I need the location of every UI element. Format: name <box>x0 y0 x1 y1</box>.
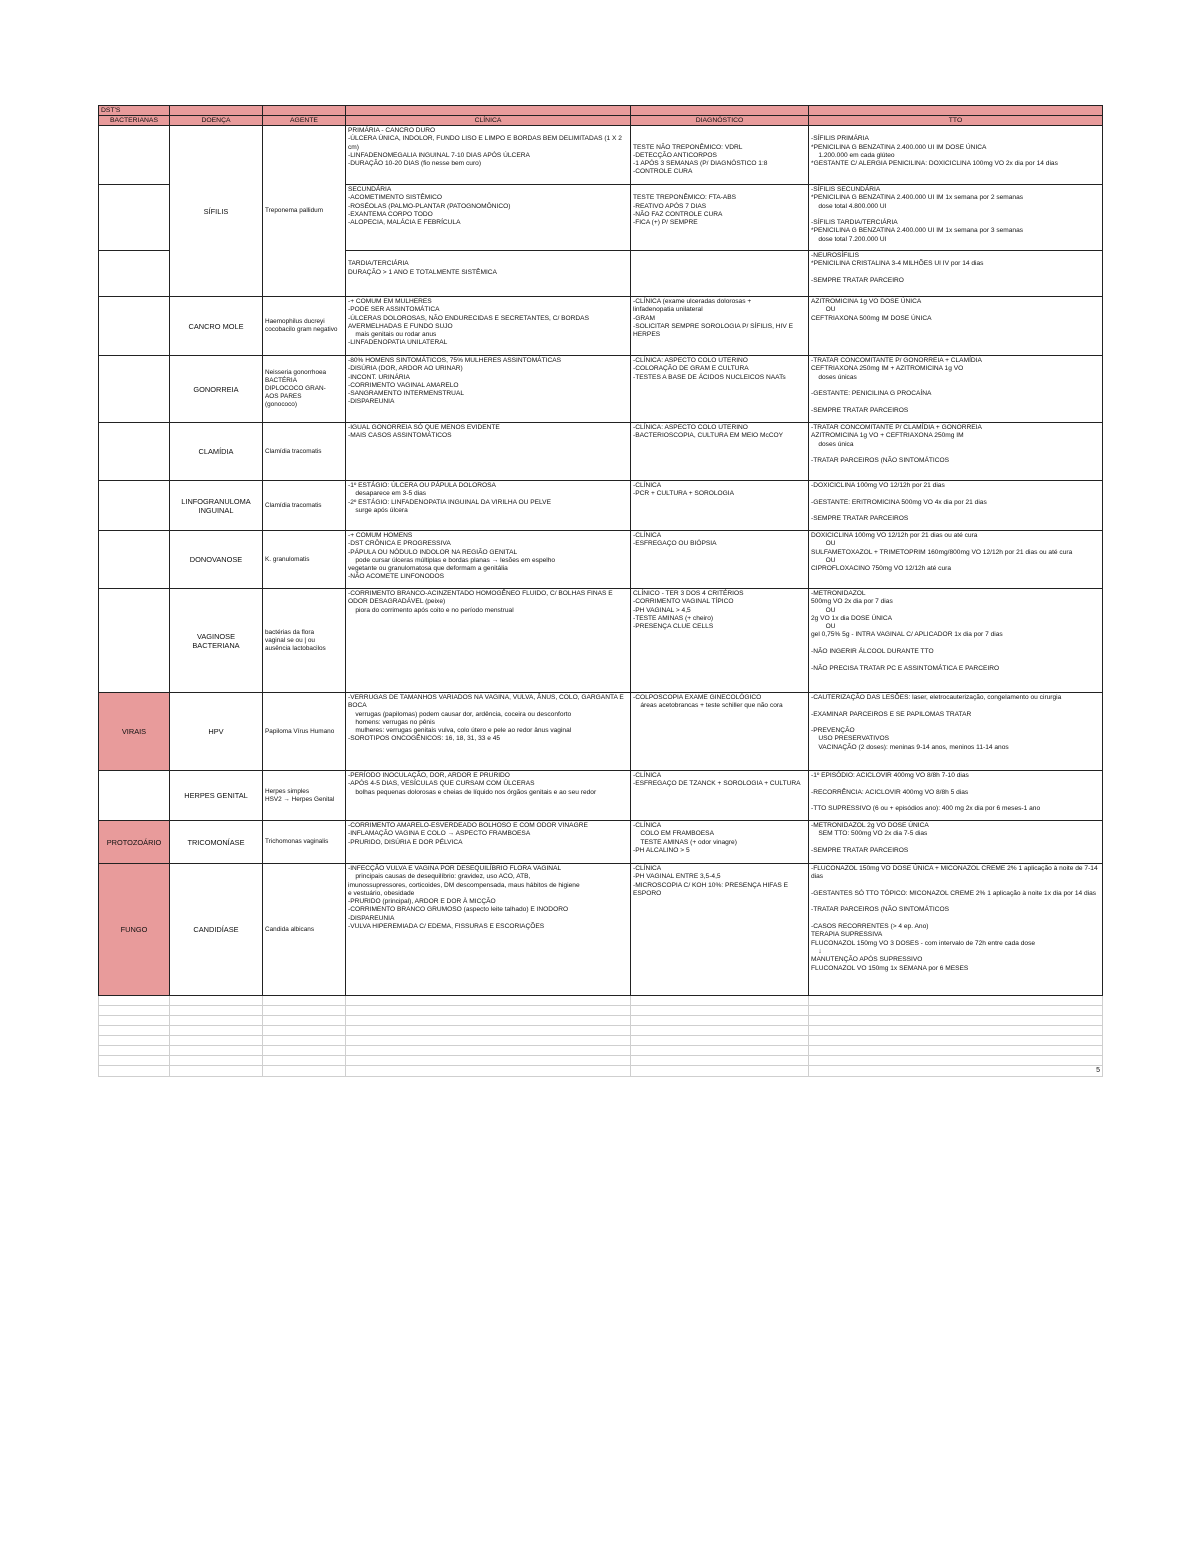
clinical-cell: -PERÍODO INOCULAÇÃO, DOR, ARDOR E PRURIDO -APÓS 4-5 DIAS, VESÍCULAS QUE CURSAM COM ÚLCERAS bolhas pequenas dolorosas e cheias de líquido nos órgãos genitais e ao seu redor <box>346 771 631 821</box>
diagnosis-cell: -CLÍNICA -ESFREGAÇO DE TZANCK + SOROLOGIA + CULTURA <box>631 771 809 821</box>
agent-name: bactérias da flora vaginal se ou | ou ausência lactobacilos <box>263 589 346 693</box>
table-row <box>99 297 1103 356</box>
agent-name: Clamídia tracomatis <box>263 423 346 481</box>
disease-name: VAGINOSE BACTERIANA <box>170 589 263 693</box>
treatment-cell: -METRONIDAZOL 2g VO DOSE ÚNICA SEM TTO: 500mg VO 2x dia 7-5 dias -SEMPRE TRATAR PARCEIROS <box>809 821 1103 864</box>
empty-row <box>99 996 1103 1006</box>
agent-name: Candida albicans <box>263 864 346 996</box>
empty-row <box>99 1016 1103 1026</box>
table-title: DST'S <box>99 106 170 116</box>
page-number: 5 <box>1096 1067 1100 1074</box>
agent-name: Clamídia tracomatis <box>263 481 346 531</box>
treatment-cell: DOXICICLINA 100mg VO 12/12h por 21 dias ou até cura OU SULFAMETOXAZOL + TRIMETOPRIM 160mg/800mg VO 12/12h por 21 dias ou até cura OU CIPROFLOXACINO 750mg VO 12/12h até cura <box>809 531 1103 589</box>
empty-row <box>99 1056 1103 1066</box>
diagnosis-cell: -CLÍNICA -ESFREGAÇO OU BIÓPSIA <box>631 531 809 589</box>
clinical-cell: -VERRUGAS DE TAMANHOS VARIADOS NA VAGINA, VULVA, ÂNUS, COLO, GARGANTA E BOCA verrugas (papilomas) podem causar dor, ardência, coceira ou desconforto homens: verrugas no pênis mulheres: verrugas genitais vulva, colo útero e pele ao redor ânus vaginal -SOROTIPOS ONCOGÊNICOS: 16, 18, 31, 33 e 45 <box>346 693 631 771</box>
agent-name: Herpes simples HSV2 → Herpes Genital <box>263 771 346 821</box>
treatment-cell: -SÍFILIS SECUNDÁRIA *PENICILINA G BENZATINA 2.400.000 UI IM 1x semana por 2 semanas dose total 4.800.000 UI -SÍFILIS TARDIA/TERCIÁRIA *PENICILINA G BENZATINA 2.400.000 UI IM 1x semana por 3 semanas dose total 7.200.000 UI <box>809 185 1103 251</box>
empty-row <box>99 1006 1103 1016</box>
table-row <box>99 821 1103 864</box>
agent-name: Neisseria gonorrhoea BACTÉRIA DIPLOCOCO GRAN- AOS PARES (gonococo) <box>263 356 346 423</box>
table-row <box>99 481 1103 531</box>
disease-name: TRICOMONÍASE <box>170 821 263 864</box>
header-disease: DOENÇA <box>170 116 263 126</box>
disease-name: LINFOGRANULOMA INGUINAL <box>170 481 263 531</box>
clinical-cell: -IGUAL GONORREIA SÓ QUE MENOS EVIDENTE -MAIS CASOS ASSINTOMÁTICOS <box>346 423 631 481</box>
table-row <box>99 693 1103 771</box>
header-treatment: TTO <box>809 116 1103 126</box>
table-row <box>99 864 1103 996</box>
diagnosis-cell: -CLÍNICA -PCR + CULTURA + SOROLOGIA <box>631 481 809 531</box>
category-protozoan: PROTOZOÁRIO <box>99 821 170 864</box>
disease-name: SÍFILIS <box>170 126 263 297</box>
std-table <box>98 105 1103 1077</box>
diagnosis-cell: -COLPOSCOPIA EXAME GINECOLÓGICO áreas acetobrancas + teste schiller que não cora <box>631 693 809 771</box>
clinical-cell: TARDIA/TERCIÁRIA DURAÇÃO > 1 ANO E TOTALMENTE SISTÊMICA <box>346 251 631 297</box>
empty-row <box>99 1066 1103 1077</box>
diagnosis-cell: TESTE TREPONÊMICO: FTA-ABS -REATIVO APÓS 7 DIAS -NÃO FAZ CONTROLE CURA -FICA (+) P/ SEMPRE <box>631 185 809 251</box>
clinical-cell: SECUNDÁRIA -ACOMETIMENTO SISTÊMICO -ROSÉOLAS (PALMO-PLANTAR (PATOGNOMÔNICO) -EXANTEMA CORPO TODO -ALOPECIA, MALÁCIA E FEBRÍCULA <box>346 185 631 251</box>
diagnosis-cell: TESTE NÃO TREPONÊMICO: VDRL -DETECÇÃO ANTICORPOS -1 APÓS 3 SEMANAS (P/ DIAGNÓSTICO 1:8 -CONTROLE CURA <box>631 126 809 185</box>
header-clinical: CLÍNICA <box>346 116 631 126</box>
diagnosis-cell: -CLÍNICA: ASPECTO COLO UTERINO -BACTERIOSCOPIA, CULTURA EM MEIO McCOY <box>631 423 809 481</box>
disease-name: HERPES GENITAL <box>170 771 263 821</box>
disease-name: HPV <box>170 693 263 771</box>
treatment-cell: -METRONIDAZOL 500mg VO 2x dia por 7 dias OU 2g VO 1x dia DOSE ÚNICA OU gel 0,75% 5g - INTRA VAGINAL C/ APLICADOR 1x dia por 7 dias -NÃO INGERIR ÁLCOOL DURANTE TTO -NÃO PRECISA TRATAR PC E ASSINTOMÁTICA E PARCEIRO <box>809 589 1103 693</box>
treatment-cell: -NEUROSÍFILIS *PENICILINA CRISTALINA 3-4 MILHÕES UI IV por 14 dias -SEMPRE TRATAR PARCEIRO <box>809 251 1103 297</box>
category-viral: VIRAIS <box>99 693 170 771</box>
agent-name: Papiloma Vírus Humano <box>263 693 346 771</box>
clinical-cell: -CORRIMENTO BRANCO-ACINZENTADO HOMOGÊNEO FLUIDO, C/ BOLHAS FINAS E ODOR DESAGRADÁVEL (peixe) piora do corrimento após coito e no período menstrual <box>346 589 631 693</box>
empty-row <box>99 1036 1103 1046</box>
diagnosis-cell: -CLÍNICA: ASPECTO COLO UTERINO -COLORAÇÃO DE GRAM E CULTURA -TESTES A BASE DE ÁCIDOS NUCLEICOS NAATs <box>631 356 809 423</box>
empty-row <box>99 1026 1103 1036</box>
disease-name: CANCRO MOLE <box>170 297 263 356</box>
category-fungal: FUNGO <box>99 864 170 996</box>
header-category: BACTERIANAS <box>99 116 170 126</box>
treatment-cell: -TRATAR CONCOMITANTE P/ CLAMÍDIA + GONORREIA AZITROMICINA 1g VO + CEFTRIAXONA 250mg IM doses única -TRATAR PARCEIROS (NÃO SINTOMÁTICOS <box>809 423 1103 481</box>
clinical-cell: -+ COMUM EM MULHERES -PODE SER ASSINTOMÁTICA -ÚLCERAS DOLOROSAS, NÃO ENDURECIDAS E SECRETANTES, C/ BORDAS AVERMELHADAS E FUNDO SUJO mais genitais ou rodar anus -LINFADENOPATIA UNILATERAL <box>346 297 631 356</box>
diagnosis-cell: -CLÍNICA COLO EM FRAMBOESA TESTE AMINAS (+ odor vinagre) -PH ALCALINO > 5 <box>631 821 809 864</box>
table-row <box>99 771 1103 821</box>
treatment-cell: -DOXICICLINA 100mg VO 12/12h por 21 dias -GESTANTE: ERITROMICINA 500mg VO 4x dia por 21 dias -SEMPRE TRATAR PARCEIROS <box>809 481 1103 531</box>
treatment-cell: -SÍFILIS PRIMÁRIA *PENICILINA G BENZATINA 2.400.000 UI IM DOSE ÚNICA 1.200.000 em cada glúteo *GESTANTE C/ ALERGIA PENICILINA: DOXICICLINA 100mg VO 2x dia por 14 dias <box>809 126 1103 185</box>
clinical-cell: -1º ESTÁGIO: ÚLCERA OU PÁPULA DOLOROSA desaparece em 3-5 dias -2º ESTÁGIO: LINFADENOPATIA INGUINAL DA VIRILHA OU PELVE surge após úlcera <box>346 481 631 531</box>
agent-name: Haemophilus ducreyi cocobacilo gram negativo <box>263 297 346 356</box>
clinical-cell: -+ COMUM HOMENS -DST CRÔNICA E PROGRESSIVA -PÁPULA OU NÓDULO INDOLOR NA REGIÃO GENITAL pode cursar úlceras múltiplas e bordas planas → lesões em espelho vegetante ou granulomatosa que deformam a genitália -NÃO ACOMETE LINFONODOS <box>346 531 631 589</box>
clinical-cell: -80% HOMENS SINTOMÁTICOS, 75% MULHERES ASSINTOMÁTICAS -DISÚRIA (DOR, ARDOR AO URINAR) -INCONT. URINÁRIA -CORRIMENTO VAGINAL AMARELO -SANGRAMENTO INTERMENSTRUAL -DISPAREUNIA <box>346 356 631 423</box>
clinical-cell: -CORRIMENTO AMARELO-ESVERDEADO BOLHOSO E COM ODOR VINAGRE -INFLAMAÇÃO VAGINA E COLO → ASPECTO FRAMBOESA -PRURIDO, DISÚRIA E DOR PÉLVICA <box>346 821 631 864</box>
disease-name: CLAMÍDIA <box>170 423 263 481</box>
table-row <box>99 356 1103 423</box>
disease-name: DONOVANOSE <box>170 531 263 589</box>
clinical-cell: PRIMÁRIA - CANCRO DURO -ÚLCERA ÚNICA, INDOLOR, FUNDO LISO E LIMPO E BORDAS BEM DELIMITADAS (1 X 2 cm) -LINFADENOMEGALIA INGUINAL 7-10 DIAS APÓS ÚLCERA -DURAÇÃO 10-20 DIAS (fio nesse bem curo) <box>346 126 631 185</box>
diagnosis-cell: CLÍNICO - TER 3 DOS 4 CRITÉRIOS -CORRIMENTO VAGINAL TÍPICO -PH VAGINAL > 4,5 -TESTE AMINAS (+ cheiro) -PRESENÇA CLUE CELLS <box>631 589 809 693</box>
treatment-cell: -CAUTERIZAÇÃO DAS LESÕES: laser, eletrocauterização, congelamento ou cirurgia -EXAMINAR PARCEIROS E SE PAPILOMAS TRATAR -PREVENÇÃO USO PRESERVATIVOS VACINAÇÃO (2 doses): meninas 9-14 anos, meninos 11-14 anos <box>809 693 1103 771</box>
treatment-cell: AZITROMICINA 1g VO DOSE ÚNICA OU CEFTRIAXONA 500mg IM DOSE ÚNICA <box>809 297 1103 356</box>
treatment-cell: -1º EPISÓDIO: ACICLOVIR 400mg VO 8/8h 7-10 dias -RECORRÊNCIA: ACICLOVIR 400mg VO 8/8h 5 dias -TTO SUPRESSIVO (6 ou + episódios ano): 400 mg 2x dia por 6 meses-1 ano <box>809 771 1103 821</box>
table-row <box>99 589 1103 693</box>
diagnosis-cell: -CLÍNICA -PH VAGINAL ENTRE 3,5-4,5 -MICROSCOPIA C/ KOH 10%: PRESENÇA HIFAS E ESPORO <box>631 864 809 996</box>
table-row <box>99 531 1103 589</box>
empty-row <box>99 1046 1103 1056</box>
agent-name: Treponema pallidum <box>263 126 346 297</box>
table-row <box>99 423 1103 481</box>
title-row <box>99 106 1103 116</box>
header-diagnosis: DIAGNÓSTICO <box>631 116 809 126</box>
diagnosis-cell: -CLÍNICA (exame ulceradas dolorosas + linfadenopatia unilateral -GRAM -SOLICITAR SEMPRE SOROLOGIA P/ SÍFILIS, HIV E HERPES <box>631 297 809 356</box>
header-agent: AGENTE <box>263 116 346 126</box>
diagnosis-cell <box>631 251 809 297</box>
disease-name: CANDIDÍASE <box>170 864 263 996</box>
agent-name: Trichomonas vaginalis <box>263 821 346 864</box>
header-row <box>99 116 1103 126</box>
spreadsheet <box>98 105 1102 1077</box>
disease-name: GONORREIA <box>170 356 263 423</box>
clinical-cell: -INFECÇÃO VULVA E VAGINA POR DESEQUILÍBRIO FLORA VAGINAL principais causas de desequilíbrio: gravidez, uso ACO, ATB, imunossupressores, corticoides, DM descompensada, maus hábitos de higiene e vestuário, obesidade -PRURIDO (principal), ARDOR E DOR À MICÇÃO -CORRIMENTO BRANCO GRUMOSO (aspecto leite talhado) E INODORO -DISPAREUNIA -VULVA HIPEREMIADA C/ EDEMA, FISSURAS E ESCORIAÇÕES <box>346 864 631 996</box>
treatment-cell: -TRATAR CONCOMITANTE P/ GONORREIA + CLAMÍDIA CEFTRIAXONA 250mg IM + AZITROMICINA 1g VO doses únicas -GESTANTE: PENICILINA G PROCAÍNA -SEMPRE TRATAR PARCEIROS <box>809 356 1103 423</box>
treatment-cell: -FLUCONAZOL 150mg VO DOSE ÚNICA + MICONAZOL CREME 2% 1 aplicação à noite de 7-14 dias -GESTANTES SÓ TTO TÓPICO: MICONAZOL CREME 2% 1 aplicação à noite 1x dia por 14 dias -TRATAR PARCEIROS (NÃO SINTOMÁTICOS -CASOS RECORRENTES (> 4 ep. Ano) TERAPIA SUPRESSIVA FLUCONAZOL 150mg VO 3 DOSES - com intervalo de 72h entre cada dose ↓ MANUTENÇÃO APÓS SUPRESSIVO FLUCONAZOL VO 150mg 1x SEMANA por 6 MESES <box>809 864 1103 996</box>
agent-name: K. granulomatis <box>263 531 346 589</box>
table-row <box>99 126 1103 185</box>
